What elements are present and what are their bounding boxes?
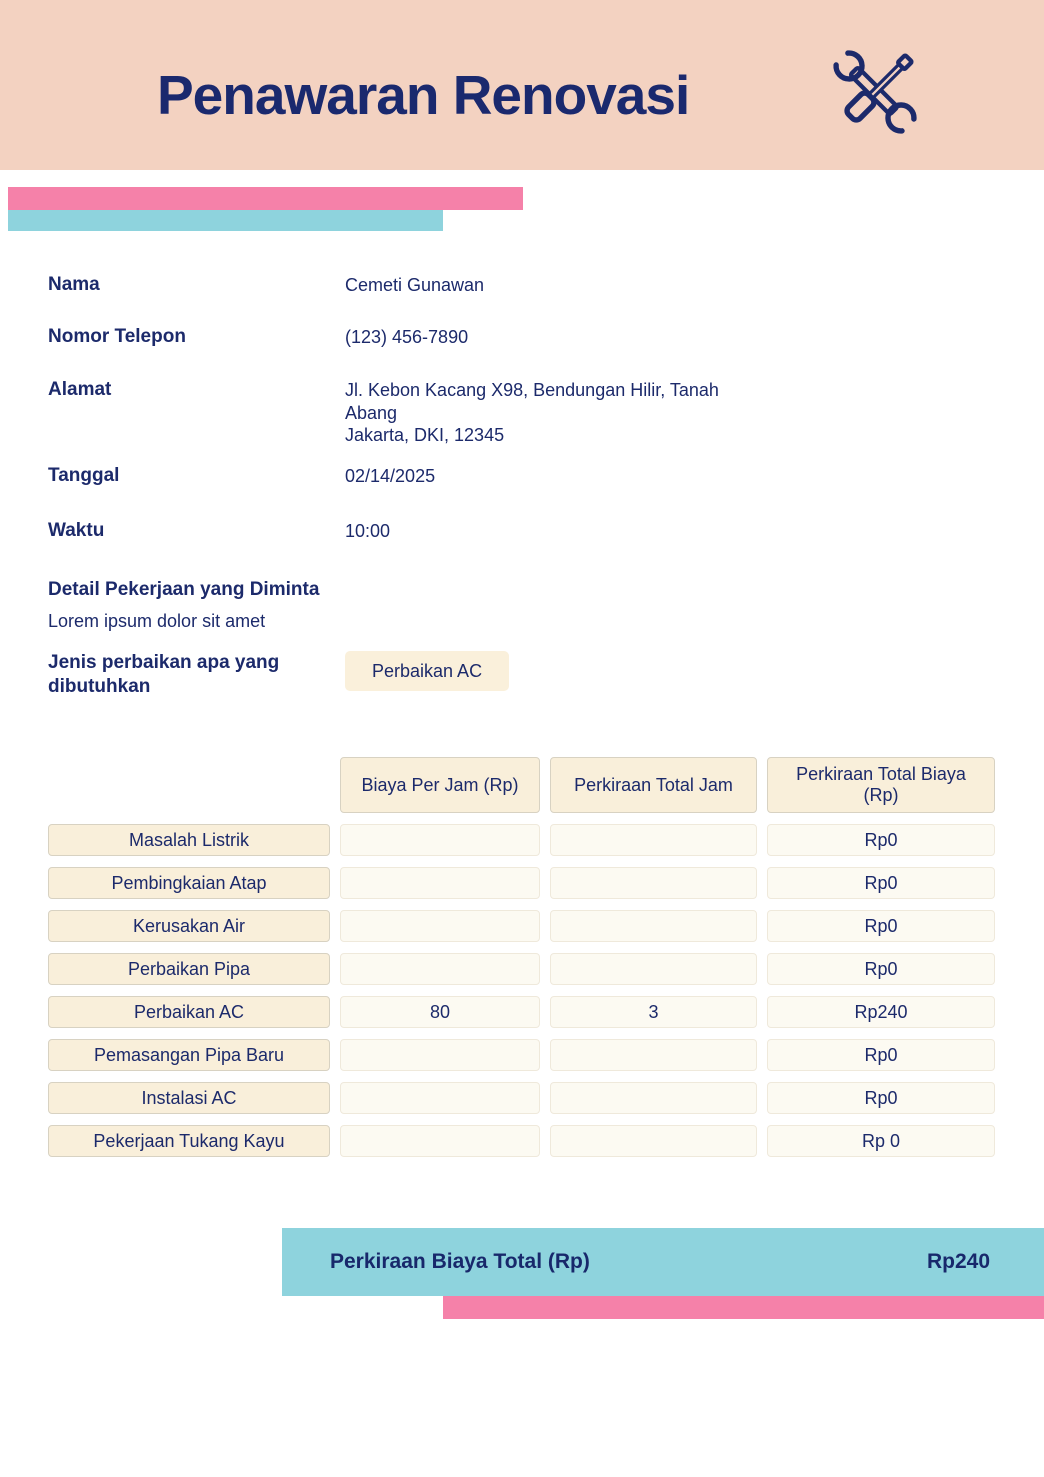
field-label: Tanggal <box>48 464 120 486</box>
header-band <box>0 0 1044 170</box>
cost-per-hour-cell[interactable] <box>340 1039 540 1071</box>
detail-heading: Detail Pekerjaan yang Diminta <box>48 578 320 600</box>
cost-per-hour-cell[interactable] <box>340 1082 540 1114</box>
total-value: Rp240 <box>926 1250 990 1273</box>
total-hours-cell[interactable] <box>550 1125 757 1157</box>
detail-text: Lorem ipsum dolor sit amet <box>48 610 266 631</box>
cost-per-hour-cell[interactable]: 80 <box>340 996 540 1028</box>
total-hours-cell[interactable] <box>550 867 757 899</box>
field-label: Nama <box>48 274 100 295</box>
field-value: 10:00 <box>345 520 391 541</box>
row-label-cell: Perbaikan Pipa <box>48 953 330 985</box>
field-label: Waktu <box>48 519 105 541</box>
pink-stripe <box>8 187 523 210</box>
total-hours-cell[interactable]: 3 <box>550 996 757 1028</box>
teal-stripe <box>8 210 443 231</box>
column-header-total-hours: Perkiraan Total Jam <box>550 757 757 813</box>
total-cost-cell[interactable]: Rp240 <box>767 996 995 1028</box>
field-value: Cemeti Gunawan <box>345 275 485 295</box>
row-label-cell: Perbaikan AC <box>48 996 330 1028</box>
total-cost-cell[interactable]: Rp0 <box>767 867 995 899</box>
row-label-cell: Instalasi AC <box>48 1082 330 1114</box>
total-hours-cell[interactable] <box>550 953 757 985</box>
total-hours-cell[interactable] <box>550 1082 757 1114</box>
repair-type-row <box>48 651 998 699</box>
total-cost-cell[interactable]: Rp0 <box>767 953 995 985</box>
field-waktu <box>48 520 998 542</box>
repair-type-chip[interactable]: Perbaikan AC <box>345 651 509 691</box>
cost-per-hour-cell[interactable] <box>340 1125 540 1157</box>
total-label: Perkiraan Biaya Total (Rp) <box>330 1250 590 1273</box>
row-label-cell: Pemasangan Pipa Baru <box>48 1039 330 1071</box>
cost-per-hour-cell[interactable] <box>340 824 540 856</box>
column-header-cost-per-hour: Biaya Per Jam (Rp) <box>340 757 540 813</box>
cost-table <box>48 757 995 1157</box>
field-value <box>345 379 745 447</box>
row-label-cell: Pekerjaan Tukang Kayu <box>48 1125 330 1157</box>
row-label-cell: Masalah Listrik <box>48 824 330 856</box>
cost-per-hour-cell[interactable] <box>340 910 540 942</box>
column-header-total-cost: Perkiraan Total Biaya (Rp) <box>767 757 995 813</box>
total-hours-cell[interactable] <box>550 1039 757 1071</box>
total-cost-cell[interactable]: Rp0 <box>767 824 995 856</box>
form-fields <box>48 274 998 699</box>
field-tanggal <box>48 465 998 487</box>
cost-per-hour-cell[interactable] <box>340 867 540 899</box>
total-cost-cell[interactable]: Rp 0 <box>767 1125 995 1157</box>
field-nama <box>48 274 998 296</box>
repair-type-label: Jenis perbaikan apa yang dibutuhkan <box>48 651 280 697</box>
tools-icon <box>816 38 934 146</box>
row-label-cell: Pembingkaian Atap <box>48 867 330 899</box>
field-label: Nomor Telepon <box>48 326 186 347</box>
row-label-cell: Kerusakan Air <box>48 910 330 942</box>
address-line-2: Jakarta, DKI, 12345 <box>345 425 505 445</box>
field-nomor-telepon <box>48 326 998 348</box>
total-cost-cell[interactable]: Rp0 <box>767 1039 995 1071</box>
cost-per-hour-cell[interactable] <box>340 953 540 985</box>
total-bar <box>282 1228 1044 1296</box>
table-corner-cell <box>48 757 330 813</box>
total-hours-cell[interactable] <box>550 824 757 856</box>
field-value: 02/14/2025 <box>345 465 436 486</box>
field-alamat <box>48 379 998 447</box>
address-line-1: Jl. Kebon Kacang X98, Bendungan Hilir, Tanah Abang <box>345 380 719 423</box>
total-hours-cell[interactable] <box>550 910 757 942</box>
field-label: Alamat <box>48 379 112 400</box>
field-value: (123) 456-7890 <box>345 327 469 347</box>
total-cost-cell[interactable]: Rp0 <box>767 1082 995 1114</box>
pink-stripe-bottom <box>443 1296 1044 1319</box>
page-title: Penawaran Renovasi <box>157 64 690 126</box>
total-cost-cell[interactable]: Rp0 <box>767 910 995 942</box>
